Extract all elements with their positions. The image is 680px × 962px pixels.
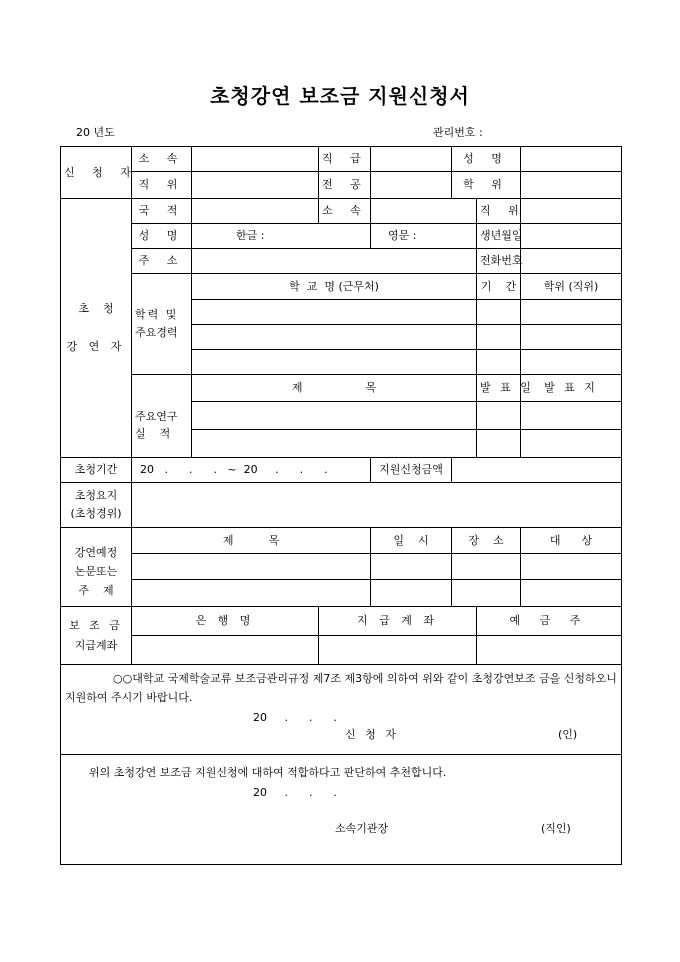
applicant-major-label: 전 공	[319, 172, 371, 199]
applicant-position-field[interactable]	[192, 172, 319, 199]
lecture-topic-label	[61, 528, 132, 607]
speaker-name-label: 성 명	[132, 224, 192, 249]
school-header: 학 교 명 (근무처)	[192, 274, 477, 300]
account-holder-field[interactable]	[477, 636, 622, 665]
payment-label-line2: 지급계좌	[74, 638, 118, 652]
lecture-date-field[interactable]	[371, 580, 452, 607]
education-period-field[interactable]	[477, 300, 521, 325]
speaker-affiliation-field[interactable]	[371, 199, 477, 224]
bank-name-field[interactable]	[132, 636, 319, 665]
speaker-position-field[interactable]	[521, 199, 622, 224]
bank-name-header: 은 행 명	[132, 607, 319, 636]
publication-venue-header: 발 표 지	[521, 375, 622, 402]
english-name-label: 영문 :	[388, 229, 417, 242]
invite-purpose-label	[61, 483, 132, 528]
support-amount-label: 지원신청금액	[371, 458, 452, 483]
publication-venue-field[interactable]	[521, 402, 622, 430]
education-period-field[interactable]	[477, 325, 521, 350]
speaker-birth-field[interactable]	[521, 224, 622, 249]
applicant-affiliation-field[interactable]	[192, 147, 319, 172]
support-amount-field[interactable]	[452, 458, 622, 483]
research-label-line1: 주요연구	[135, 409, 178, 423]
recommendation-text: 위의 초청강연 보조금 지원신청에 대하여 적합하다고 판단하여 추천합니다.	[89, 766, 447, 779]
speaker-label-line2: 강 연 자	[66, 340, 126, 353]
lecture-title-field[interactable]	[132, 580, 371, 607]
education-label-line2: 주요경력	[135, 326, 178, 339]
publication-date-field[interactable]	[477, 430, 521, 458]
education-label	[132, 274, 192, 375]
research-title-field[interactable]	[192, 430, 477, 458]
invite-period-field[interactable]: 20 . . . ~ 20 . . .	[132, 458, 371, 483]
invite-purpose-line2: (초청경위)	[70, 507, 122, 520]
speaker-address-field[interactable]	[192, 249, 477, 274]
speaker-nationality-field[interactable]	[192, 199, 319, 224]
recommendation-section	[61, 755, 622, 865]
publication-date-field[interactable]	[477, 402, 521, 430]
speaker-nationality-label: 국 적	[132, 199, 192, 224]
lecture-label-line3: 주 제	[78, 584, 114, 597]
year-label: 20 년도	[76, 126, 115, 139]
lecture-place-header: 장 소	[452, 528, 521, 554]
research-label-line2: 실 적	[135, 426, 171, 440]
lecture-title-header: 제 목	[132, 528, 371, 554]
declaration-date: 20 . . .	[253, 711, 337, 724]
applicant-affiliation-label: 소 속	[132, 147, 192, 172]
speaker-phone-label: 전화번호	[477, 249, 521, 274]
applicant-degree-field[interactable]	[521, 172, 622, 199]
applicant-name-field[interactable]	[521, 147, 622, 172]
management-number-label: 관리번호 :	[433, 126, 483, 139]
institution-head-label: 소속기관장	[335, 822, 389, 835]
lecture-label-line2: 논문또는	[74, 565, 118, 578]
declaration-text: ○○대학교 국제학술교류 보조금관리규정 제7조 제3항에 의하여 위와 같이 초청강연보조 금을 신청하오니 지원하여 주시기 바랍니다.	[65, 672, 617, 704]
official-seal-label: (직인)	[541, 822, 571, 835]
recommendation-date: 20 . . .	[253, 786, 337, 799]
publication-date-header: 발 표 일	[477, 375, 521, 402]
declaration-applicant-label: 신 청 자	[345, 728, 399, 741]
applicant-name-label: 성 명	[452, 147, 521, 172]
publication-venue-field[interactable]	[521, 430, 622, 458]
education-period-field[interactable]	[477, 350, 521, 375]
speaker-affiliation-label: 소 속	[319, 199, 371, 224]
invite-period-label: 초청기간	[61, 458, 132, 483]
account-holder-header: 예 금 주	[477, 607, 622, 636]
education-label-line1: 학력 및	[135, 308, 179, 321]
lecture-label-line1: 강연예정	[74, 546, 118, 559]
speaker-position-label: 직 위	[477, 199, 521, 224]
period-header: 기 간	[477, 274, 521, 300]
lecture-date-header: 일 시	[371, 528, 452, 554]
education-school-field[interactable]	[192, 325, 477, 350]
applicant-degree-label: 학 위	[452, 172, 521, 199]
lecture-target-header: 대 상	[521, 528, 622, 554]
invite-purpose-line1: 초청요지	[74, 489, 118, 502]
speaker-korean-name-field[interactable]	[192, 224, 371, 249]
education-degree-field[interactable]	[521, 325, 622, 350]
payment-account-label	[61, 607, 132, 665]
applicant-grade-label: 직 급	[319, 147, 371, 172]
speaker-label-line1: 초 청	[78, 302, 114, 315]
applicant-major-field[interactable]	[371, 172, 452, 199]
lecture-title-field[interactable]	[132, 554, 371, 580]
lecture-target-field[interactable]	[521, 580, 622, 607]
applicant-position-label: 직 위	[132, 172, 192, 199]
lecture-date-field[interactable]	[371, 554, 452, 580]
applicant-grade-field[interactable]	[371, 147, 452, 172]
speaker-phone-field[interactable]	[521, 249, 622, 274]
payment-label-line1: 보 조 금	[69, 618, 123, 632]
lecture-place-field[interactable]	[452, 554, 521, 580]
education-degree-field[interactable]	[521, 350, 622, 375]
speaker-section-label	[61, 199, 132, 458]
declaration-section	[61, 665, 622, 755]
education-degree-field[interactable]	[521, 300, 622, 325]
degree-position-header: 학위 (직위)	[521, 274, 622, 300]
invite-purpose-field[interactable]	[132, 483, 622, 528]
account-number-header: 지 급 계 좌	[319, 607, 477, 636]
research-title-field[interactable]	[192, 402, 477, 430]
speaker-birth-label: 생년월일	[477, 224, 521, 249]
education-school-field[interactable]	[192, 300, 477, 325]
account-number-field[interactable]	[319, 636, 477, 665]
korean-name-label: 한글 :	[236, 229, 265, 242]
speaker-address-label: 주 소	[132, 249, 192, 274]
application-form	[60, 146, 622, 865]
lecture-place-field[interactable]	[452, 580, 521, 607]
speaker-english-name-field[interactable]	[371, 224, 477, 249]
applicant-section-label: 신 청 자	[61, 147, 132, 199]
research-label	[132, 375, 192, 458]
declaration-seal-label: (인)	[558, 728, 578, 741]
lecture-target-field[interactable]	[521, 554, 622, 580]
education-school-field[interactable]	[192, 350, 477, 375]
page-title: 초청강연 보조금 지원신청서	[210, 84, 470, 108]
research-title-header: 제 목	[192, 375, 477, 402]
